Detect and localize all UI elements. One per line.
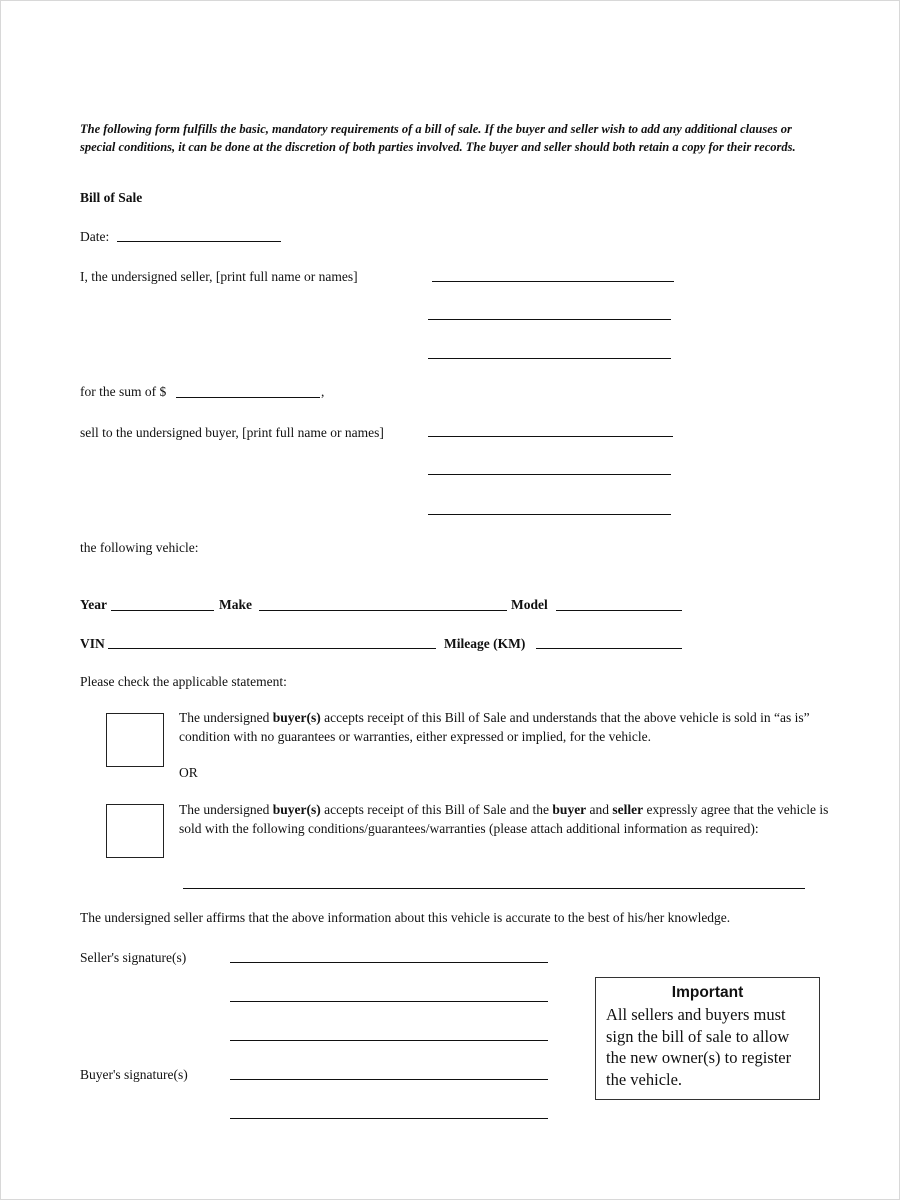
buyer-label: sell to the undersigned buyer, [print full name or names] [80, 425, 384, 440]
sum-field[interactable] [176, 397, 320, 398]
stmt2-pre: The undersigned [179, 802, 273, 817]
conditions-checkbox[interactable] [106, 804, 164, 858]
vehicle-label: the following vehicle: [80, 540, 199, 555]
seller-name-line-2[interactable] [428, 319, 671, 320]
year-field[interactable] [111, 610, 214, 611]
vin-field[interactable] [108, 648, 436, 649]
seller-signature-label: Seller's signature(s) [80, 950, 187, 965]
mileage-field[interactable] [536, 648, 682, 649]
date-label: Date: [80, 229, 110, 244]
seller-name-line-3[interactable] [428, 358, 671, 359]
vin-label: VIN [80, 636, 105, 651]
or-label: OR [179, 765, 198, 780]
buyer-signature-line-1[interactable] [230, 1079, 548, 1080]
affirm-text: The undersigned seller affirms that the above information about this vehicle is accurate to the best of his/her knowledge. [80, 910, 731, 925]
conditions-field[interactable] [183, 888, 805, 889]
conditions-statement [179, 801, 839, 838]
mileage-label: Mileage (KM) [444, 636, 526, 651]
buyer-name-line-1[interactable] [428, 436, 673, 437]
stmt2-mid2: and [586, 802, 613, 817]
stmt2-buyers: buyer(s) [272, 802, 321, 817]
make-label: Make [219, 597, 252, 612]
stmt2-seller: seller [612, 802, 644, 817]
make-field[interactable] [259, 610, 507, 611]
buyer-name-line-2[interactable] [428, 474, 671, 475]
buyer-signature-label: Buyer's signature(s) [80, 1067, 188, 1082]
as-is-statement [179, 709, 839, 746]
check-prompt: Please check the applicable statement: [80, 674, 287, 689]
as-is-checkbox[interactable] [106, 713, 164, 767]
model-field[interactable] [556, 610, 682, 611]
seller-signature-line-3[interactable] [230, 1040, 548, 1041]
important-body: All sellers and buyers must sign the bill of sale to allow the new owner(s) to register the vehicle. [606, 1005, 792, 1089]
stmt1-buyer: buyer(s) [272, 710, 321, 725]
model-label: Model [511, 597, 548, 612]
important-notice [595, 977, 820, 1100]
stmt1-post: accepts receipt of this Bill of Sale and understands that the above vehicle is sold in “as is” condition with no guarantees or warranties, either expressed or implied, for the vehicle. [179, 710, 810, 744]
seller-signature-line-2[interactable] [230, 1001, 548, 1002]
sum-suffix: , [321, 384, 325, 399]
year-label: Year [80, 597, 107, 612]
stmt2-post: expressly agree that the vehicle is sold with the following conditions/guarantees/warranties (please attach additional information as required): [179, 802, 829, 836]
stmt2-buyer: buyer [552, 802, 587, 817]
stmt1-pre: The undersigned [179, 710, 273, 725]
buyer-signature-line-2[interactable] [230, 1118, 548, 1119]
stmt2-mid1: accepts receipt of this Bill of Sale and the [320, 802, 553, 817]
form-title: Bill of Sale [80, 190, 143, 205]
seller-name-line-1[interactable] [432, 281, 674, 282]
intro-text: The following form fulfills the basic, mandatory requirements of a bill of sale. If the buyer and seller wish to add any additional clauses or special conditions, it can be done at the discretion of both parties involved. The buyer and seller should both retain a copy for their records. [80, 122, 796, 154]
seller-signature-line-1[interactable] [230, 962, 548, 963]
date-field[interactable] [117, 241, 281, 242]
buyer-name-line-3[interactable] [428, 514, 671, 515]
sum-label: for the sum of $ [80, 384, 167, 399]
seller-label: I, the undersigned seller, [print full name or names] [80, 269, 358, 284]
important-title: Important [671, 984, 744, 1001]
